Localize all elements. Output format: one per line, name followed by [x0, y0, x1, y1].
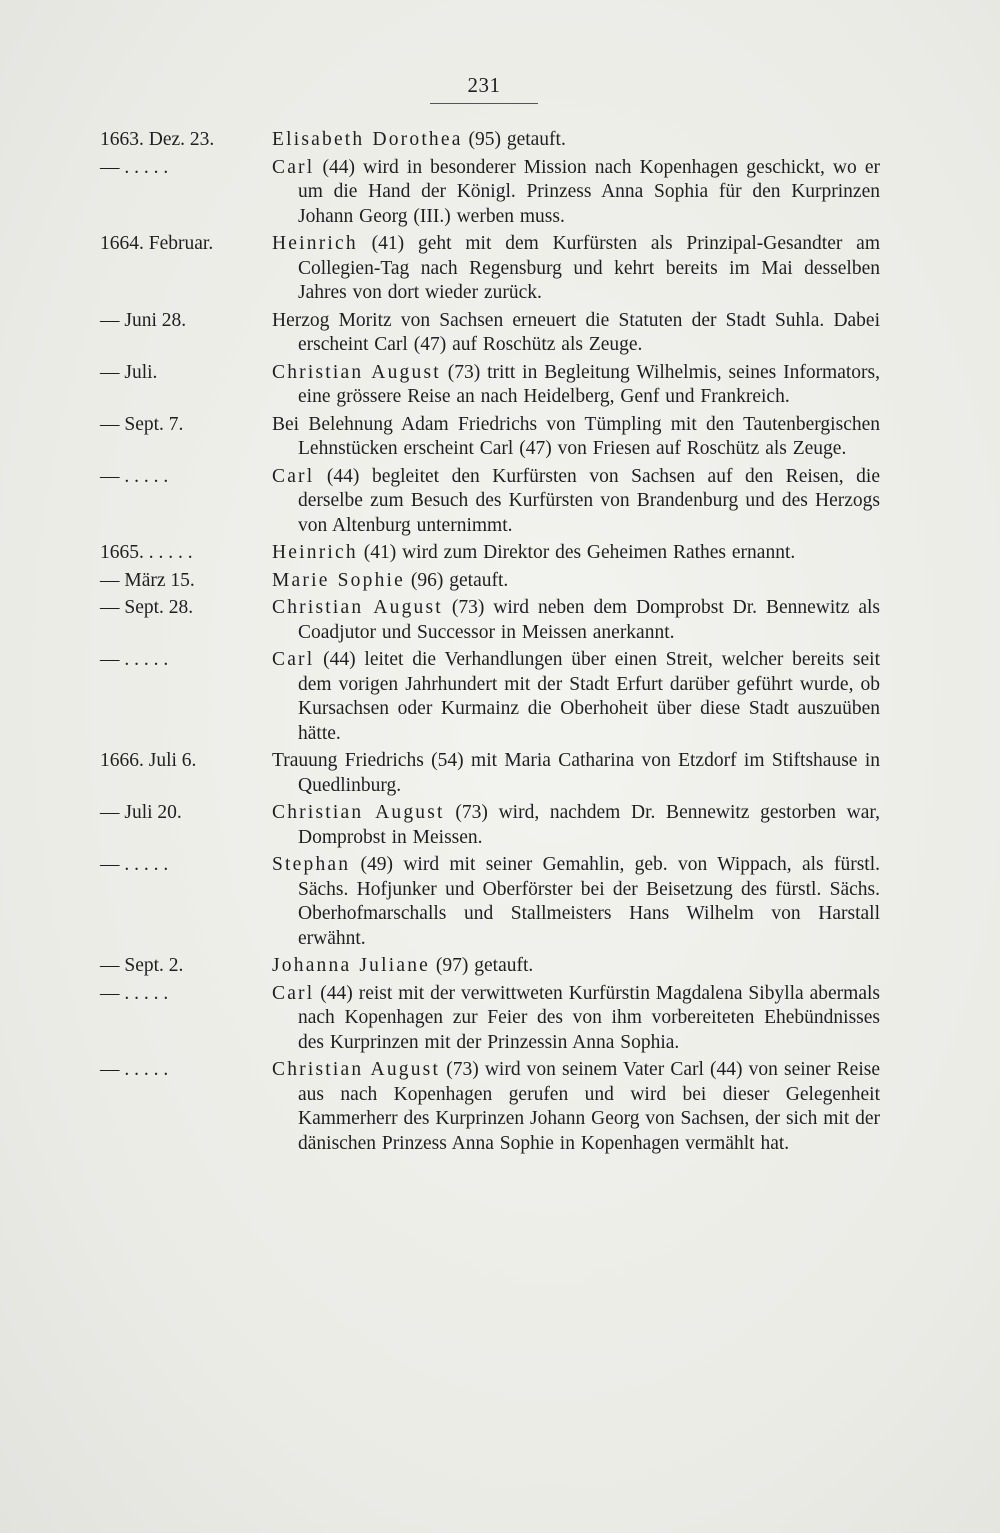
chronicle-entry: [100, 232, 880, 306]
entry-text: [272, 801, 880, 850]
entry-person-name: Christian August: [272, 597, 443, 618]
entry-body: (96) getauft.: [405, 569, 509, 591]
entry-text: [272, 853, 880, 951]
entry-date: — . . . . .: [100, 854, 169, 875]
chronicle-entry: [100, 1058, 880, 1156]
entry-text: [272, 954, 880, 979]
chronicle-entries: [100, 128, 880, 1159]
entry-date: — Juni 28.: [100, 309, 187, 331]
entry-body: (41) geht mit dem Kurfürsten als Prinzipal-Gesandter am Collegien-Tag nach Regensburg und kehrt bereits im Mai desselben Jahres von dort wieder zurück.: [298, 233, 880, 303]
entry-date: — . . . . .: [100, 1059, 169, 1080]
entry-body: (73) tritt in Begleitung Wilhelmis, seines Informators, eine grössere Reise an nach Heidelberg, Genf und Frankreich.: [298, 361, 881, 407]
entry-date: — . . . . .: [100, 649, 169, 670]
entry-date: — Sept. 7.: [100, 413, 184, 435]
chronicle-entry: [100, 541, 880, 566]
entry-person-name: Carl: [272, 465, 315, 487]
entry-text: [272, 309, 880, 358]
entry-text: [272, 749, 880, 798]
chronicle-entry: [100, 648, 880, 746]
entry-body: (95) getauft.: [462, 129, 566, 150]
entry-date: — Juli.: [100, 361, 158, 383]
entry-date: 1664. Februar.: [100, 233, 214, 254]
entry-body: Trauung Friedrichs (54) mit Maria Catharina von Etzdorf im Stiftshause in Quedlinburg.: [272, 750, 880, 796]
entry-body: (44) leitet die Verhandlungen über einen Streit, welcher bereits seit dem vorigen Jahrhundert mit der Stadt Erfurt darüber geführt wurde, ob Kursachsen oder Kurmainz die Oberhoheit über diese Stadt auszuüben hätte.: [298, 649, 880, 744]
entry-text: [272, 128, 880, 153]
chronicle-entry: [100, 361, 880, 410]
chronicle-entry: [100, 749, 880, 798]
entry-text: [272, 156, 880, 230]
entry-body: Herzog Moritz von Sachsen erneuert die Statuten der Stadt Suhla. Dabei erscheint Carl (47) auf Roschütz als Zeuge.: [272, 309, 880, 355]
entry-person-name: Christian August: [272, 1059, 441, 1080]
entry-body: (97) getauft.: [430, 955, 534, 976]
entry-date: — Juli 20.: [100, 802, 182, 823]
chronicle-entry: [100, 309, 880, 358]
entry-person-name: Elisabeth Dorothea: [272, 129, 463, 150]
entry-text: [272, 541, 880, 566]
chronicle-entry: [100, 596, 880, 645]
entry-date: — März 15.: [100, 569, 195, 591]
entry-date: 1665. . . . . .: [100, 542, 193, 563]
chronicle-entry: [100, 801, 880, 850]
entry-body: (73) wird neben dem Domprobst Dr. Bennewitz als Coadjutor und Successor in Meissen anerkannt.: [298, 597, 880, 643]
entry-person-name: Carl: [272, 156, 315, 178]
entry-text: [272, 569, 880, 594]
chronicle-entry: [100, 413, 880, 462]
entry-body: (73) wird, nachdem Dr. Bennewitz gestorben war, Domprobst in Meissen.: [298, 802, 880, 848]
entry-date: 1663. Dez. 23.: [100, 129, 215, 150]
chronicle-entry: [100, 128, 880, 153]
entry-date: 1666. Juli 6.: [100, 750, 197, 771]
entry-body: (73) wird von seinem Vater Carl (44) von seiner Reise aus nach Kopenhagen gerufen und wird bei dieser Gelegenheit Kammerherr des Kurprinzen Johann Georg von Sachsen, der sich mit der dänischen Prinzess Anna Sophie in Kopenhagen vermählt hat.: [298, 1059, 881, 1154]
entry-body: (49) wird mit seiner Gemahlin, geb. von Wippach, als fürstl. Sächs. Hofjunker und Oberförster bei der Beisetzung des fürstl. Sächs. Oberhofmarschalls und Stallmeisters Hans Wilhelm von Harstall erwähnt.: [298, 854, 880, 949]
chronicle-entry: [100, 156, 880, 230]
entry-person-name: Christian August: [272, 361, 441, 383]
chronicle-entry: [100, 982, 880, 1056]
chronicle-entry: [100, 954, 880, 979]
chronicle-entry: [100, 465, 880, 539]
entry-person-name: Stephan: [272, 854, 351, 875]
entry-body: (44) wird in besonderer Mission nach Kopenhagen geschickt, wo er um die Hand der Königl. Prinzess Anna Sophia für den Kurprinzen Johann Georg (III.) werben muss.: [298, 156, 880, 227]
entry-text: [272, 413, 880, 462]
entry-text: [272, 982, 880, 1056]
entry-date: — . . . . .: [100, 982, 169, 1004]
entry-person-name: Carl: [272, 649, 315, 670]
entry-date: — Sept. 2.: [100, 955, 184, 976]
chronicle-entry: [100, 853, 880, 951]
entry-date: — . . . . .: [100, 465, 169, 487]
chronicle-entry: [100, 569, 880, 594]
header-rule: [430, 103, 538, 104]
entry-person-name: Johanna Juliane: [272, 955, 431, 976]
entry-person-name: Marie Sophie: [272, 569, 406, 591]
entry-body: (44) reist mit der verwittweten Kurfürstin Magdalena Sibylla abermals nach Kopenhagen zur Feier des von ihm vorbereiteten Ehebündnisses des Kurprinzen mit der Prinzessin Anna Sophia.: [298, 982, 880, 1053]
entry-text: [272, 596, 880, 645]
entry-person-name: Heinrich: [272, 233, 358, 254]
entry-person-name: Heinrich: [272, 542, 358, 563]
entry-date: — Sept. 28.: [100, 597, 194, 618]
entry-body: (44) begleitet den Kurfürsten von Sachsen auf den Reisen, die derselbe zum Besuch des Kurfürsten von Brandenburg und des Herzogs von Altenburg unternimmt.: [298, 465, 880, 536]
entry-text: [272, 1058, 880, 1156]
entry-date: — . . . . .: [100, 156, 169, 178]
entry-body: Bei Belehnung Adam Friedrichs von Tümpling mit den Tautenbergischen Lehnstücken erscheint Carl (47) von Friesen auf Roschütz als Zeuge.: [272, 413, 880, 459]
entry-text: [272, 648, 880, 746]
entry-text: [272, 465, 880, 539]
entry-body: (41) wird zum Direktor des Geheimen Rathes ernannt.: [357, 542, 796, 563]
entry-text: [272, 361, 880, 410]
page-number: 231: [467, 73, 501, 97]
entry-person-name: Carl: [272, 982, 315, 1004]
entry-text: [272, 232, 880, 306]
entry-person-name: Christian August: [272, 802, 445, 823]
